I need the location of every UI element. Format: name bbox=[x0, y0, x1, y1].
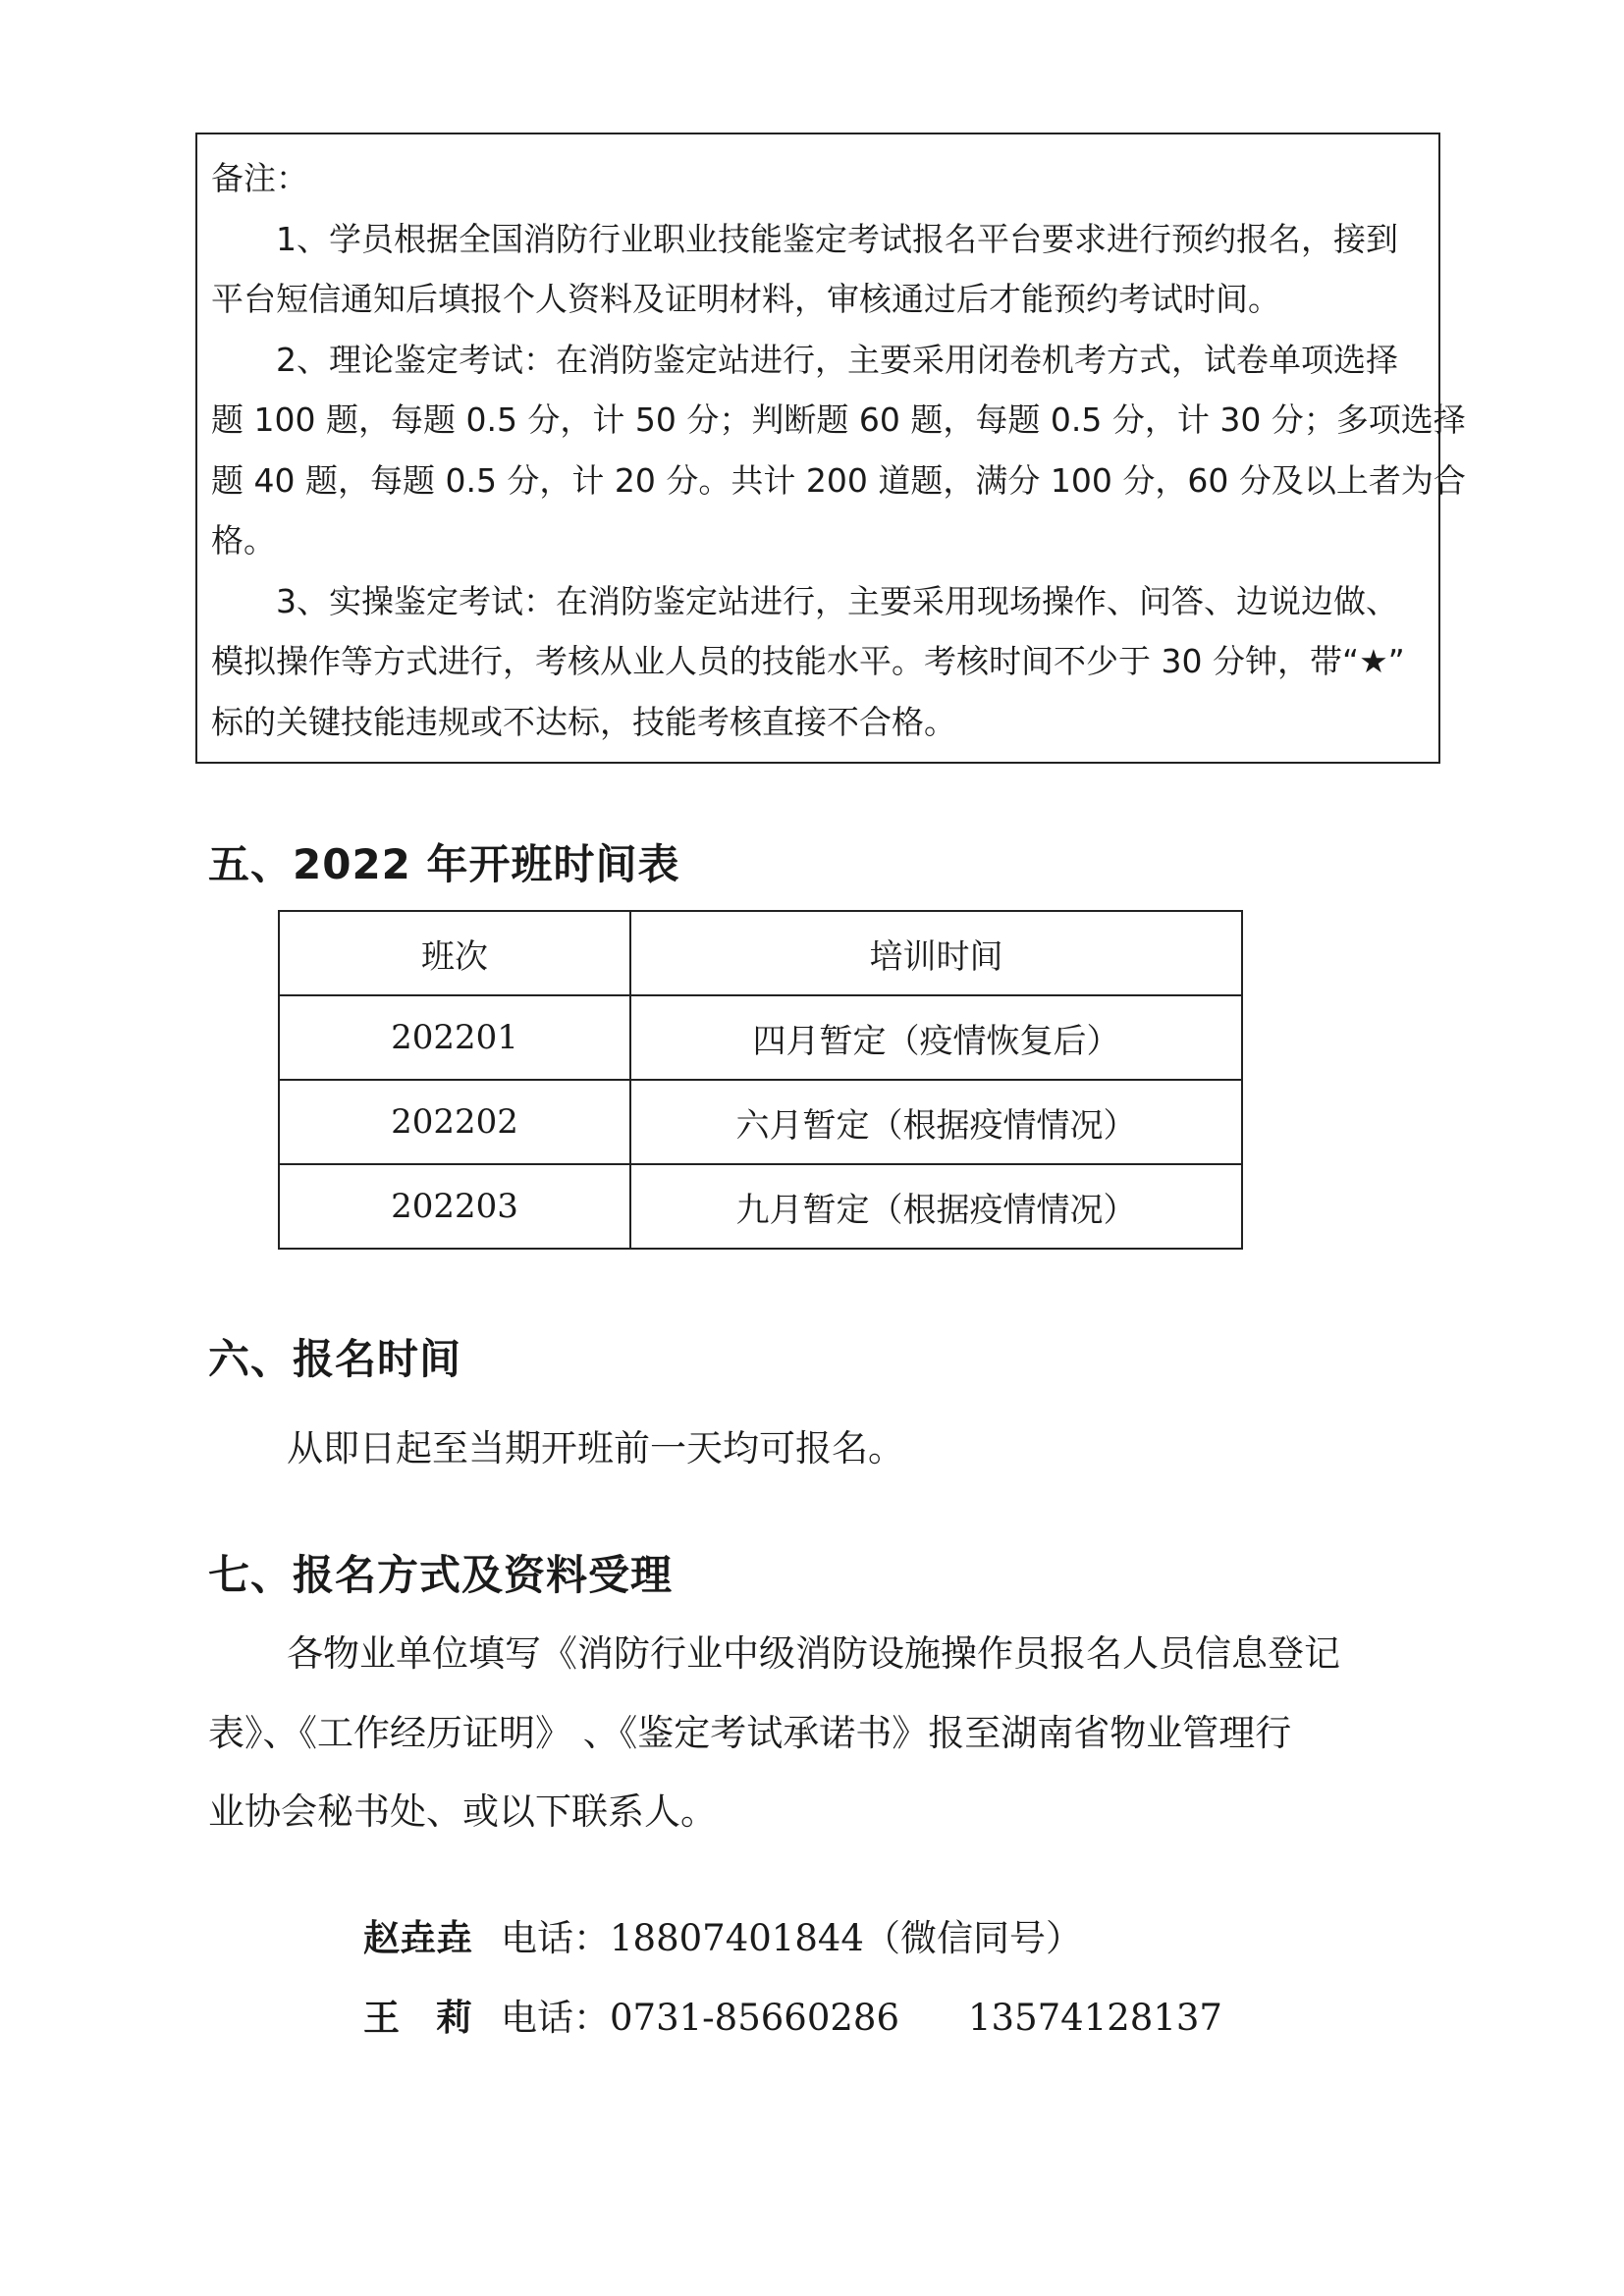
table-cell-time: 四月暂定（疫情恢复后） bbox=[630, 995, 1242, 1080]
contact-phone: 0731-85660286 bbox=[610, 1997, 899, 2039]
notes-line: 题 40 题，每题 0.5 分，计 20 分。共计 200 道题，满分 100 分，60 分及以上者为合 bbox=[211, 460, 1466, 500]
contact-phone-label: 电话： bbox=[501, 1997, 610, 2039]
section-7-line: 各物业单位填写《消防行业中级消防设施操作员报名人员信息登记 bbox=[287, 1632, 1340, 1675]
table-row bbox=[279, 995, 1242, 1080]
contact-phone-secondary: 13574128137 bbox=[968, 1997, 1222, 2039]
contact-phone: 18807401844（微信同号） bbox=[610, 1917, 1082, 1959]
section-7-line: 业协会秘书处、或以下联系人。 bbox=[208, 1790, 717, 1833]
table-header-row bbox=[279, 911, 1242, 995]
contact-name: 赵垚垚 bbox=[363, 1917, 472, 1959]
notes-box bbox=[195, 133, 1466, 764]
notes-line: 2、理论鉴定考试：在消防鉴定站进行，主要采用闭卷机考方式，试卷单项选择 bbox=[276, 340, 1398, 379]
table-header-cell: 班次 bbox=[279, 911, 630, 995]
contact-phone-label: 电话： bbox=[501, 1917, 610, 1959]
section-7-title: 七、报名方式及资料受理 bbox=[208, 1551, 674, 1599]
table-cell-time: 六月暂定（根据疫情情况） bbox=[630, 1080, 1242, 1164]
notes-line: 标的关键技能违规或不达标，技能考核直接不合格。 bbox=[211, 702, 956, 741]
table-cell-class: 202203 bbox=[279, 1164, 630, 1249]
notes-line: 3、实操鉴定考试：在消防鉴定站进行，主要采用现场操作、问答、边说边做、 bbox=[276, 581, 1398, 620]
notes-line: 模拟操作等方式进行，考核从业人员的技能水平。考核时间不少于 30 分钟，带“★” bbox=[211, 642, 1405, 680]
notes-line: 1、学员根据全国消防行业职业技能鉴定考试报名平台要求进行预约报名，接到 bbox=[276, 219, 1398, 258]
section-6-title: 六、报名时间 bbox=[208, 1335, 462, 1383]
table-row bbox=[279, 1080, 1242, 1164]
table-cell-class: 202201 bbox=[279, 995, 630, 1080]
schedule-table bbox=[278, 910, 1243, 1250]
section-6-text: 从即日起至当期开班前一天均可报名。 bbox=[287, 1427, 904, 1469]
section-5-title: 五、2022 年开班时间表 bbox=[208, 840, 680, 888]
table-cell-class: 202202 bbox=[279, 1080, 630, 1164]
notes-line: 格。 bbox=[211, 521, 276, 560]
contact-name: 王 莉 bbox=[363, 1997, 472, 2039]
table-header-cell: 培训时间 bbox=[630, 911, 1242, 995]
section-7-line: 表》、《工作经历证明》 、《鉴定考试承诺书》报至湖南省物业管理行 bbox=[208, 1712, 1292, 1754]
contact-row bbox=[363, 1988, 1222, 2041]
contact-row bbox=[363, 1908, 1082, 1961]
table-row bbox=[279, 1164, 1242, 1249]
notes-line: 平台短信通知后填报个人资料及证明材料，审核通过后才能预约考试时间。 bbox=[211, 280, 1280, 318]
notes-heading: 备注： bbox=[211, 159, 308, 197]
notes-line: 题 100 题，每题 0.5 分，计 50 分；判断题 60 题，每题 0.5 分，计 30 分；多项选择 bbox=[211, 400, 1466, 439]
table-cell-time: 九月暂定（根据疫情情况） bbox=[630, 1164, 1242, 1249]
